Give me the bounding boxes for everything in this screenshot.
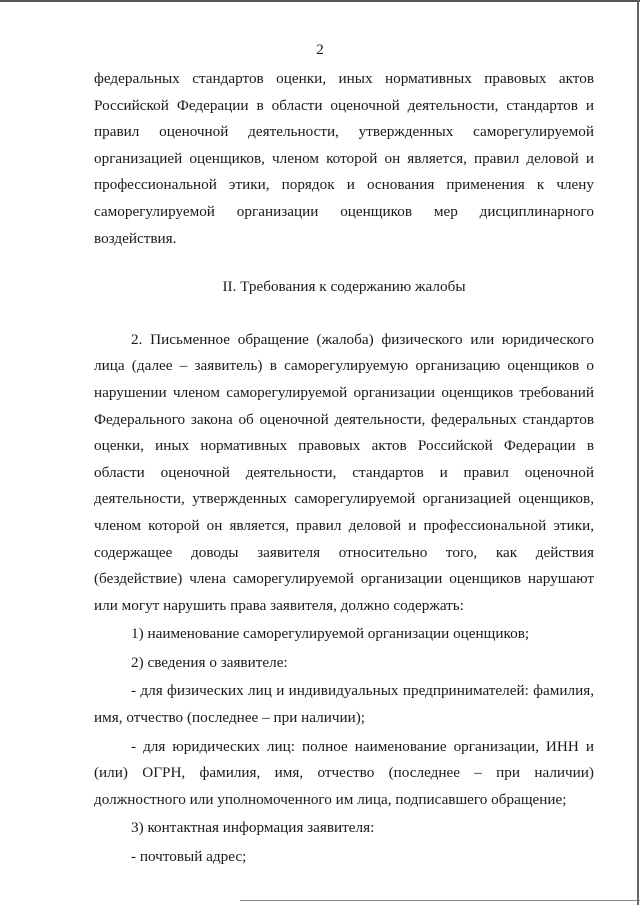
list-item-2a: - для физических лиц и индивидуальных предпринимателей: фамилия, имя, отчество (последнее – при наличии); <box>94 682 594 727</box>
scan-edge-top <box>0 0 640 2</box>
list-item-2: 2) сведения о заявителе: <box>131 653 288 671</box>
list-item-1: 1) наименование саморегулируемой организации оценщиков; <box>131 625 530 643</box>
document-body <box>94 66 594 871</box>
list-item-2b: - для юридических лиц: полное наименование организации, ИНН и (или) ОГРН, фамилия, имя, отчество (последнее – при наличии) должностного или уполномоченного им лица, подписавшего обращение; <box>94 737 594 808</box>
list-item-3a: - почтовый адрес; <box>131 848 247 866</box>
scan-edge-bottom <box>240 900 640 901</box>
list-item-3: 3) контактная информация заявителя: <box>131 819 375 837</box>
paragraph-2: 2. Письменное обращение (жалоба) физического или юридического лица (далее – заявитель) в саморегулируемую организацию оценщиков о нарушении членом саморегулируемой организации оценщиков требований Федерального закона об оценочной деятельности, федеральных стандартов оценки, иных нормативных правовых актов Российской Федерации в области оценочной деятельности, стандартов и правил оценочной деятельности, утвержденных саморегулируемой организацией оценщиков, членом которой он является, правил деловой и профессиональной этики, содержащее доводы заявителя относительно того, как действия (бездействие) члена саморегулируемой организации оценщиков нарушают или могут нарушить права заявителя, должно содержать: <box>94 330 594 614</box>
section-title: II. Требования к содержанию жалобы <box>222 278 466 296</box>
scan-edge-right <box>637 0 639 905</box>
page-number: 2 <box>316 42 324 58</box>
continued-paragraph: федеральных стандартов оценки, иных нормативных правовых актов Российской Федерации в области оценочной деятельности, стандартов и правил оценочной деятельности, утвержденных саморегулируемой организацией оценщиков, членом которой он является, правил деловой и профессиональной этики, порядок и основания применения к члену саморегулируемой организации оценщиков мер дисциплинарного воздействия. <box>94 70 594 247</box>
